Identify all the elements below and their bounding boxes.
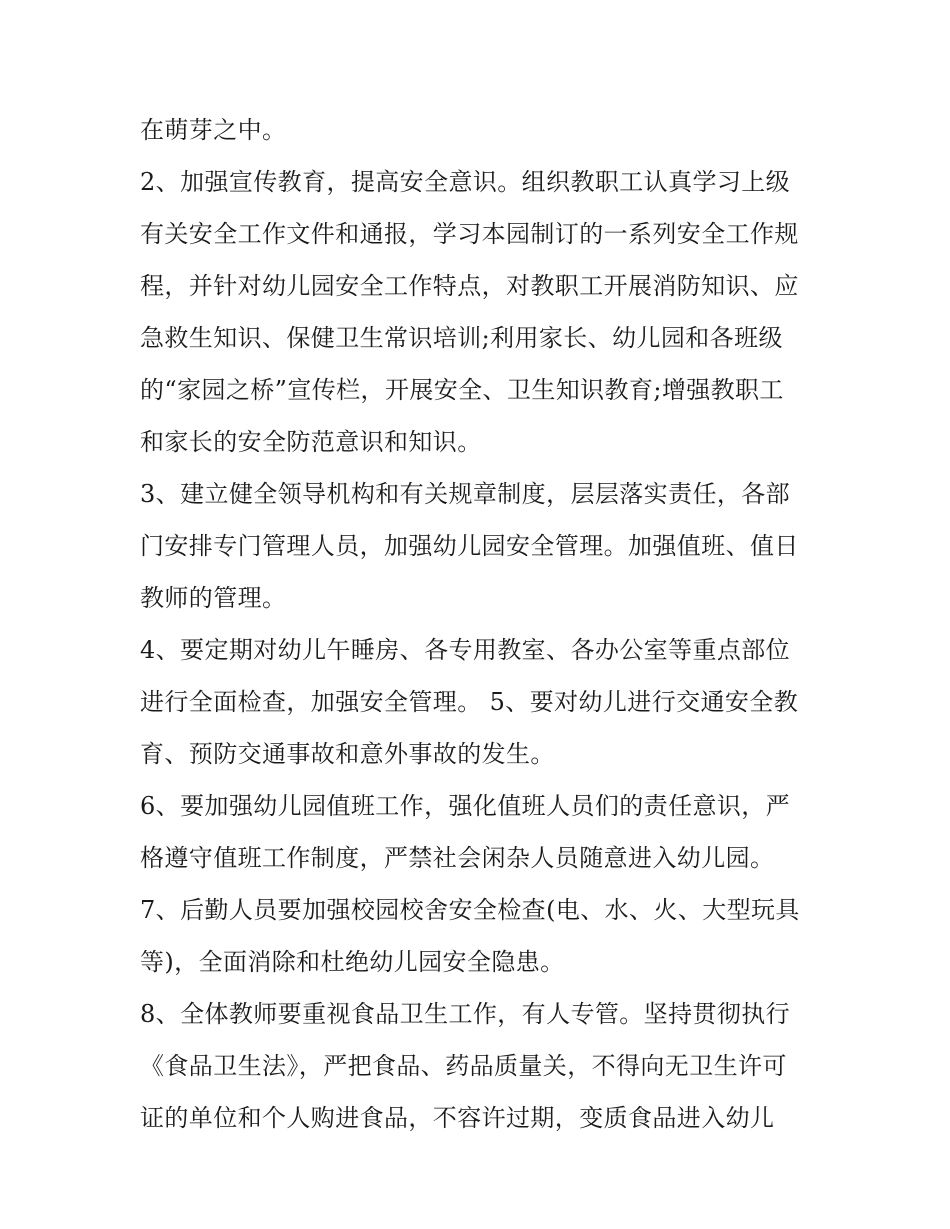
text-line: 育、预防交通事故和意外事故的发生。 bbox=[140, 740, 555, 768]
text-line: 等)，全面消除和杜绝幼儿园安全隐患。 bbox=[140, 948, 565, 976]
text-line: 证的单位和个人购进食品，不容许过期，变质食品进入幼儿 bbox=[140, 1104, 775, 1132]
text-line: 6、要加强幼儿园值班工作，强化值班人员们的责任意识，严 bbox=[140, 792, 791, 820]
text-line: 门安排专门管理人员，加强幼儿园安全管理。加强值班、值日 bbox=[140, 532, 799, 560]
text-line: 3、建立健全领导机构和有关规章制度，层层落实责任，各部 bbox=[140, 480, 791, 508]
document-body bbox=[140, 104, 820, 1144]
text-line: 格遵守值班工作制度，严禁社会闲杂人员随意进入幼儿园。 bbox=[140, 844, 775, 872]
text-line: 的“家园之桥”宣传栏，开展安全、卫生知识教育;增强教职工 bbox=[140, 376, 784, 404]
text-line: 有关安全工作文件和通报，学习本园制订的一系列安全工作规 bbox=[140, 220, 799, 248]
text-line: 7、后勤人员要加强校园校舍安全检查(电、水、火、大型玩具 bbox=[140, 896, 800, 924]
text-line: 进行全面检查，加强安全管理。 5、要对幼儿进行交通安全教 bbox=[140, 688, 799, 716]
text-line: 8、全体教师要重视食品卫生工作，有人专管。坚持贯彻执行 bbox=[140, 1000, 791, 1028]
text-line: 急救生知识、保健卫生常识培训;利用家长、幼儿园和各班级 bbox=[140, 324, 783, 352]
text-line: 2、加强宣传教育，提高安全意识。组织教职工认真学习上级 bbox=[140, 168, 791, 196]
text-line: 4、要定期对幼儿午睡房、各专用教室、各办公室等重点部位 bbox=[140, 636, 791, 664]
text-line: 程，并针对幼儿园安全工作特点，对教职工开展消防知识、应 bbox=[140, 272, 799, 300]
text-line: 教师的管理。 bbox=[140, 584, 287, 612]
text-line: 《食品卫生法》，严把食品、药品质量关，不得向无卫生许可 bbox=[140, 1052, 787, 1080]
text-line: 在萌芽之中。 bbox=[140, 116, 287, 144]
text-line: 和家长的安全防范意识和知识。 bbox=[140, 428, 482, 456]
